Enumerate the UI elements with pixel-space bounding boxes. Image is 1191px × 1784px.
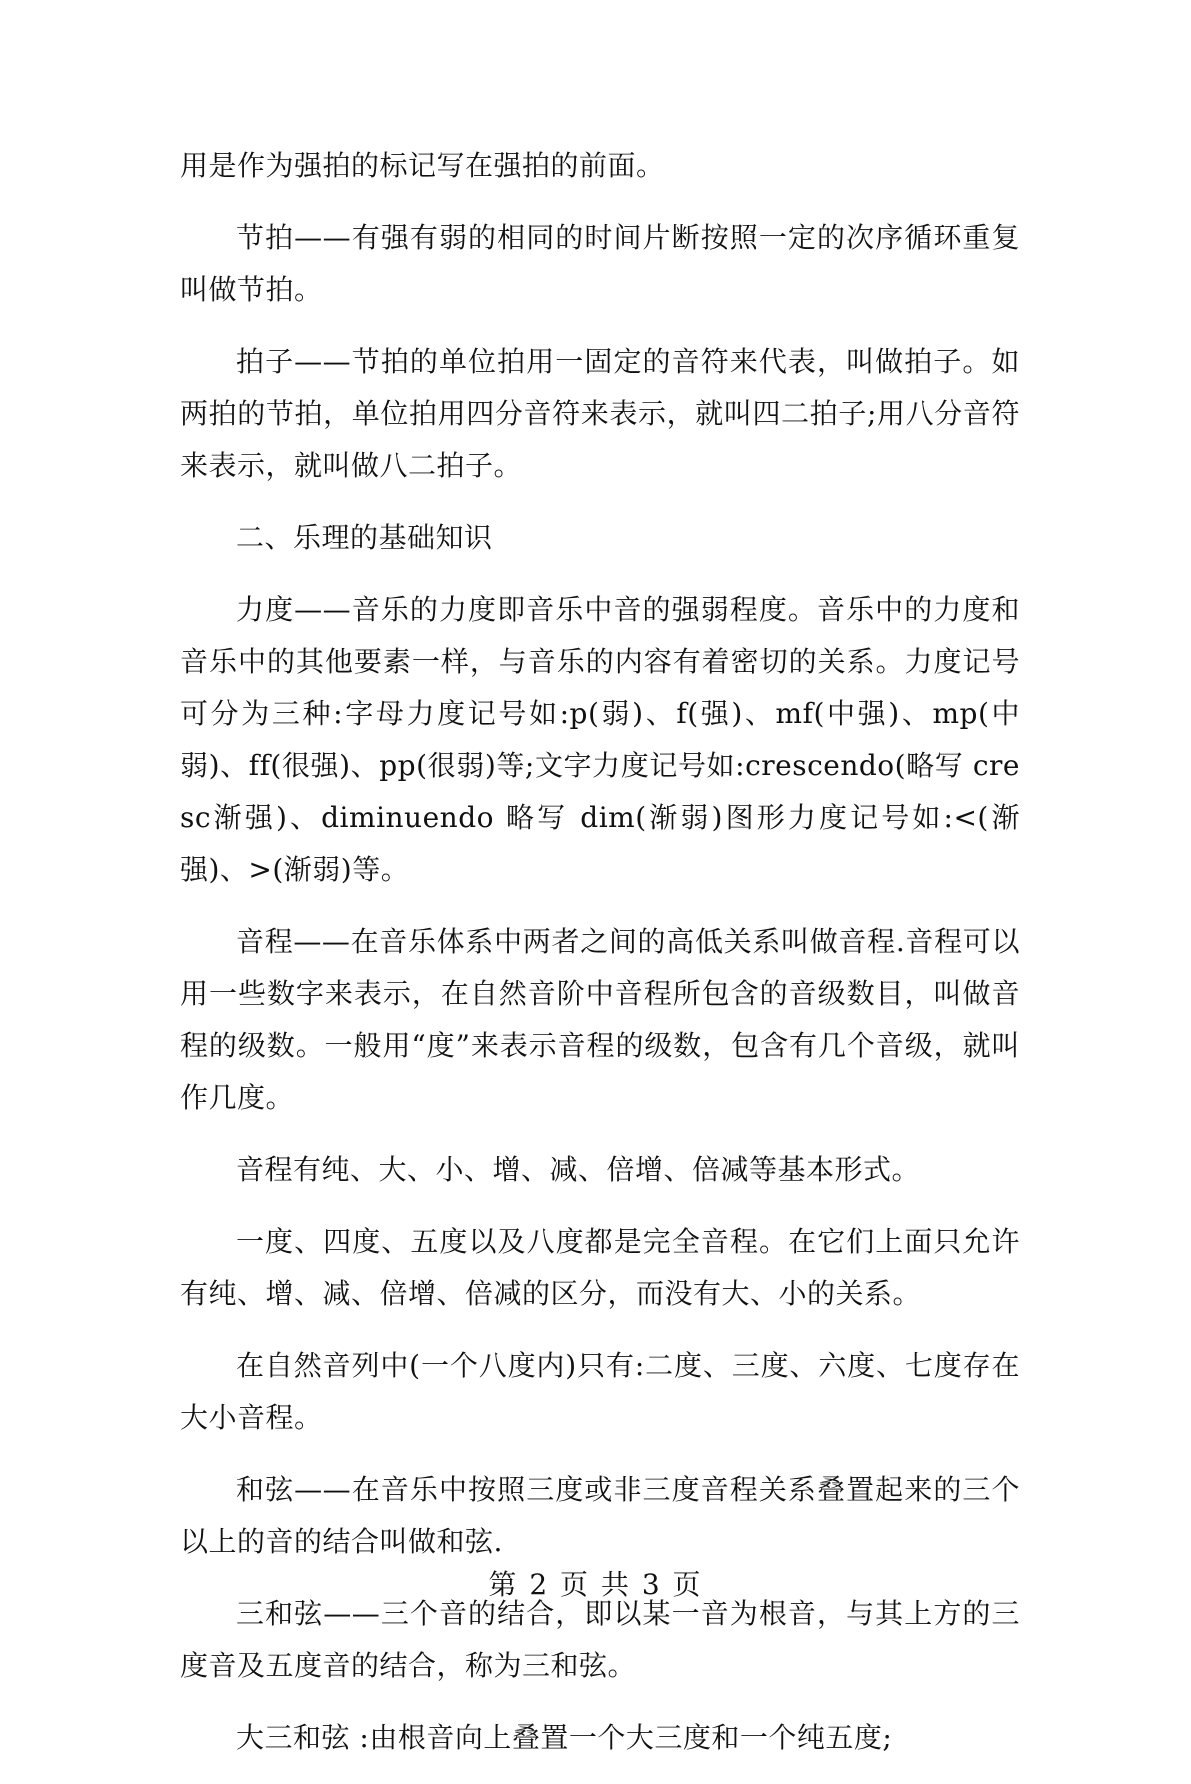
paragraph-interval-forms: 音程有纯、大、小、增、减、倍增、倍减等基本形式。	[236, 1153, 921, 1186]
section-heading: 二、乐理的基础知识	[236, 521, 493, 554]
page-number-footer: 第 2 页 共 3 页	[488, 1568, 703, 1601]
paragraph-perfect-intervals: 一度、四度、五度以及八度都是完全音程。在它们上面只允许有纯、增、减、倍增、倍减的区分，而没有大、小的关系。	[180, 1225, 1020, 1310]
paragraph-dynamics: 力度——音乐的力度即音乐中音的强弱程度。音乐中的力度和音乐中的其他要素一样，与音乐的内容有着密切的关系。力度记号可分为三种:字母力度记号如:p(弱)、f(强)、mf(中强)、mp(中弱)、ff(很强)、pp(很弱)等;文字力度记号如:crescendo(略写 cresc渐强)、diminuendo 略写 dim(渐弱)图形力度记号如:<(渐强)、>(渐弱)等。	[180, 593, 1020, 886]
paragraph-natural-scale: 在自然音列中(一个八度内)只有:二度、三度、六度、七度存在大小音程。	[180, 1349, 1020, 1434]
paragraph-major-triad: 大三和弦 :由根音向上叠置一个大三度和一个纯五度;	[236, 1721, 893, 1754]
paragraph-meter: 节拍——有强有弱的相同的时间片断按照一定的次序循环重复叫做节拍。	[180, 221, 1020, 306]
paragraph-time-signature: 拍子——节拍的单位拍用一固定的音符来代表，叫做拍子。如两拍的节拍，单位拍用四分音符来表示，就叫四二拍子;用八分音符来表示，就叫做八二拍子。	[180, 345, 1020, 482]
paragraph-chord: 和弦——在音乐中按照三度或非三度音程关系叠置起来的三个以上的音的结合叫做和弦.	[180, 1473, 1020, 1558]
paragraph-triad: 三和弦——三个音的结合，即以某一音为根音，与其上方的三度音及五度音的结合，称为三和弦。	[180, 1597, 1020, 1682]
paragraph-continuation: 用是作为强拍的标记写在强拍的前面。	[180, 149, 665, 182]
document-body	[180, 140, 1020, 1784]
paragraph-interval: 音程——在音乐体系中两者之间的高低关系叫做音程.音程可以用一些数字来表示，在自然音阶中音程所包含的音级数目，叫做音程的级数。一般用“度”来表示音程的级数，包含有几个音级，就叫作几度。	[180, 925, 1020, 1114]
